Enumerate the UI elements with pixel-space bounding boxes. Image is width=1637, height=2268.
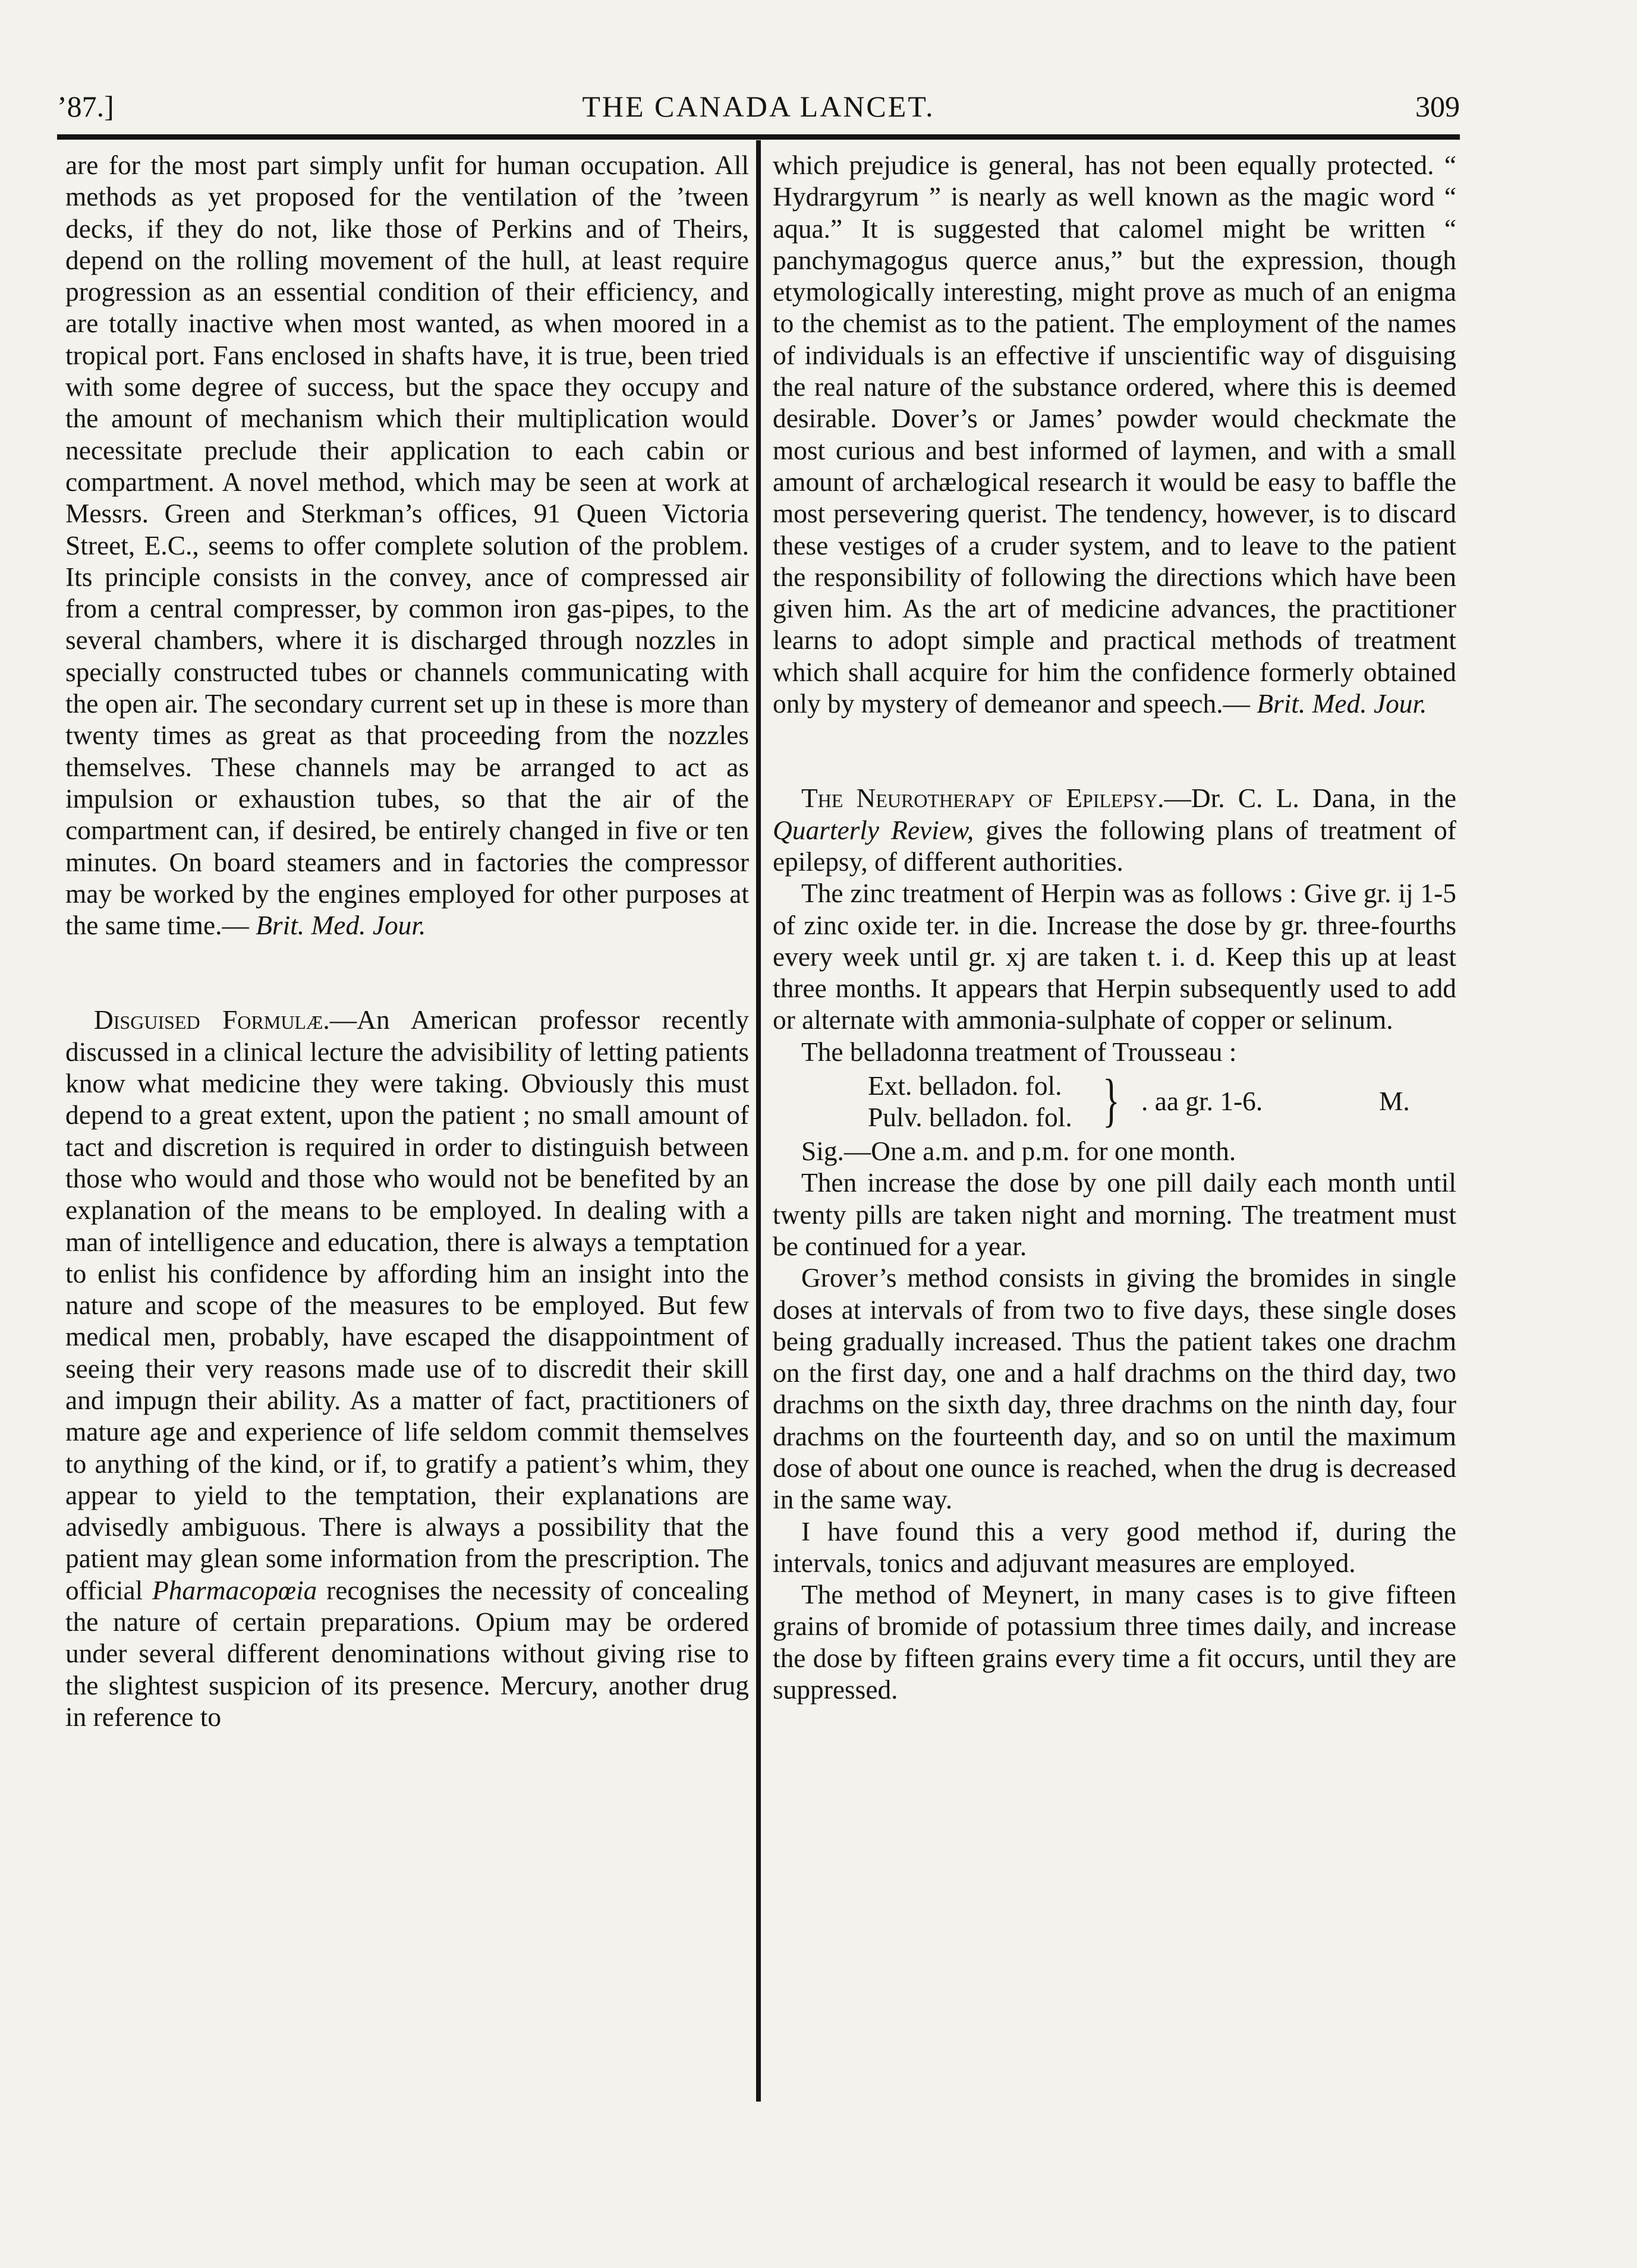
meynert-paragraph: The method of Meynert, in many cases is to give fifteen grains of bromide of potassium three times daily, and increase the dose by fifteen grains every time a fit occurs, until they are suppressed.	[773, 1580, 1456, 1705]
page-number: 309	[1415, 90, 1460, 123]
trousseau-intro: The belladonna treatment of Trousseau :	[801, 1037, 1237, 1067]
trousseau-dosage-paragraph: Then increase the dose by one pill daily each month until twenty pills are taken night and morning. The treatment must be continued for a year.	[773, 1168, 1456, 1261]
prescription-brace: }	[1103, 1067, 1120, 1133]
neurotherapy-heading: The Neurotherapy of Epilepsy.	[801, 783, 1164, 814]
neurotherapy-text-a: —Dr. C. L. Dana, in the	[1164, 783, 1456, 814]
header-rule	[57, 134, 1460, 140]
herpin-paragraph: The zinc treatment of Herpin was as follows : Give gr. ij 1-5 of zinc oxide ter. in die. Increase the dose by gr. three-fourths every week until gr. xj are taken t. i. d. Keep this up at least three months. It appears that Herpin subsequently used to add or alternate with ammonia-sulphate of copper or selinum.	[773, 878, 1456, 1035]
ventilation-text: are for the most part simply unfit for human occupation. All methods as yet proposed for the ventilation of the ’tween decks, if they do not, like those of Perkins and of Theirs, depend on the rolling movement of the hull, at least require progression as an essential condition of their efficiency, and are totally inactive when most wanted, as when moored in a tropical port. Fans enclosed in shafts have, it is true, been tried with some degree of success, but the space they occupy and the amount of mechanism which their multiplication would necessitate preclude their application to each cabin or compartment. A novel method, which may be seen at work at Messrs. Green and Sterkman’s offices, 91 Queen Victoria Street, E.C., seems to offer complete solution of the problem. Its principle consists in the convey, ance of compressed air from a central compresser, by common iron gas-pipes, to the several chambers, where it is discharged through nozzles in specially constructed tubes or channels communicating with the open air. The secondary current set up in these is more than twenty times as great as that proceeding from the nozzles themselves. These channels may be arranged to act as impulsion or exhaustion tubes, so that the air of the compartment can, if desired, be entirely changed in five or ten minutes. On board steamers and in factories the compressor may be worked by the engines employed for other purposes at the same time.—	[65, 150, 749, 941]
right-column	[773, 150, 1456, 1706]
quarterly-review-italic: Quarterly Review,	[773, 815, 974, 845]
header-year: ’87.]	[57, 90, 114, 123]
ventilation-paragraph	[65, 150, 749, 941]
prescription-line-1: Ext. belladon. fol.	[868, 1071, 1062, 1101]
author-note-paragraph: I have found this a very good method if, during the intervals, tonics and adjuvant measures are employed.	[773, 1516, 1456, 1578]
journal-title: THE CANADA LANCET.	[582, 90, 935, 123]
disguised-formulae-heading: Disguised Formulæ.	[94, 1005, 330, 1035]
disguised-formulae-paragraph	[65, 1004, 749, 1733]
continued-source: Brit. Med. Jour.	[1257, 689, 1427, 719]
prescription-dose: . aa gr. 1-6.	[1141, 1086, 1263, 1117]
left-column	[65, 150, 749, 1733]
neurotherapy-text-b: gives the following plans of treatment of epilepsy, of different authorities.	[773, 815, 1456, 877]
ventilation-source: Brit. Med. Jour.	[256, 911, 426, 941]
neurotherapy-paragraph	[773, 783, 1456, 878]
prescription-block	[773, 1067, 1456, 1136]
disguised-formulae-text-b: recognises the necessity of concealing the nature of certain preparations. Opium may be ordered under several different denominations without giving rise to the slightest suspicion of its presence. Mercury, another drug in reference to	[65, 1575, 749, 1732]
grover-paragraph: Grover’s method consists in giving the bromides in single doses at intervals of from two to five days, these single doses being gradually increased. Thus the patient takes one drachm on the first day, one and a half drachms on the third day, two drachms on the sixth day, three drachms on the ninth day, four drachms on the fourteenth day, and so on until the maximum dose of about one ounce is reached, when the drug is decreased in the same way.	[773, 1263, 1456, 1515]
disguised-formulae-text-a: —An American professor recently discussed in a clinical lecture the advisibility of letting patients know what medicine they were taking. Obviously this must depend to a great extent, upon the patient ; no small amount of tact and discretion is required in order to distinguish between those who would and those who would not be benefited by an explanation of the means to be employed. In dealing with a man of intelligence and education, there is always a temptation to enlist his confidence by affording him an insight into the nature and scope of the measures to be employed. But few medical men, probably, have escaped the disappointment of seeing their very reasons made use of to discredit their skill and impugn their ability. As a matter of fact, practitioners of mature age and experience of life seldom commit themselves to anything of the kind, or if, to gratify a patient’s whim, they appear to yield to the temptation, their explanations are advisedly ambiguous. There is always a possibility that the patient may glean some information from the prescription. The official	[65, 1005, 749, 1605]
prescription-sig: Sig.—One a.m. and p.m. for one month.	[801, 1136, 1236, 1167]
pharmacopoeia-italic: Pharmacopœia	[152, 1575, 317, 1605]
column-divider	[756, 140, 761, 2102]
continued-text: which prejudice is general, has not been equally protected. “ Hydrargyrum ” is nearly as well known as the magic word “ aqua.” It is suggested that calomel might be written “ panchymagogus querce anus,” but the expression, though etymologically interesting, might prove as much of an enigma to the chemist as to the patient. The employment of the names of individuals is an effective if unscientific way of disguising the real nature of the substance ordered, where this is deemed desirable. Dover’s or James’ powder would checkmate the most curious and best informed of laymen, and with a small amount of archælogical research it would be easy to baffle the most persevering querist. The tendency, however, is to discard these vestiges of a cruder system, and to leave to the patient the responsibility of following the directions which have been given him. As the art of medicine advances, the practitioner learns to adopt simple and practical methods of treatment which shall acquire for him the confidence formerly obtained only by mystery of demeanor and speech.—	[773, 150, 1456, 719]
disguised-formulae-continued	[773, 150, 1456, 720]
prescription-line-2: Pulv. belladon. fol.	[868, 1102, 1072, 1133]
prescription-mark: M.	[1379, 1086, 1410, 1117]
